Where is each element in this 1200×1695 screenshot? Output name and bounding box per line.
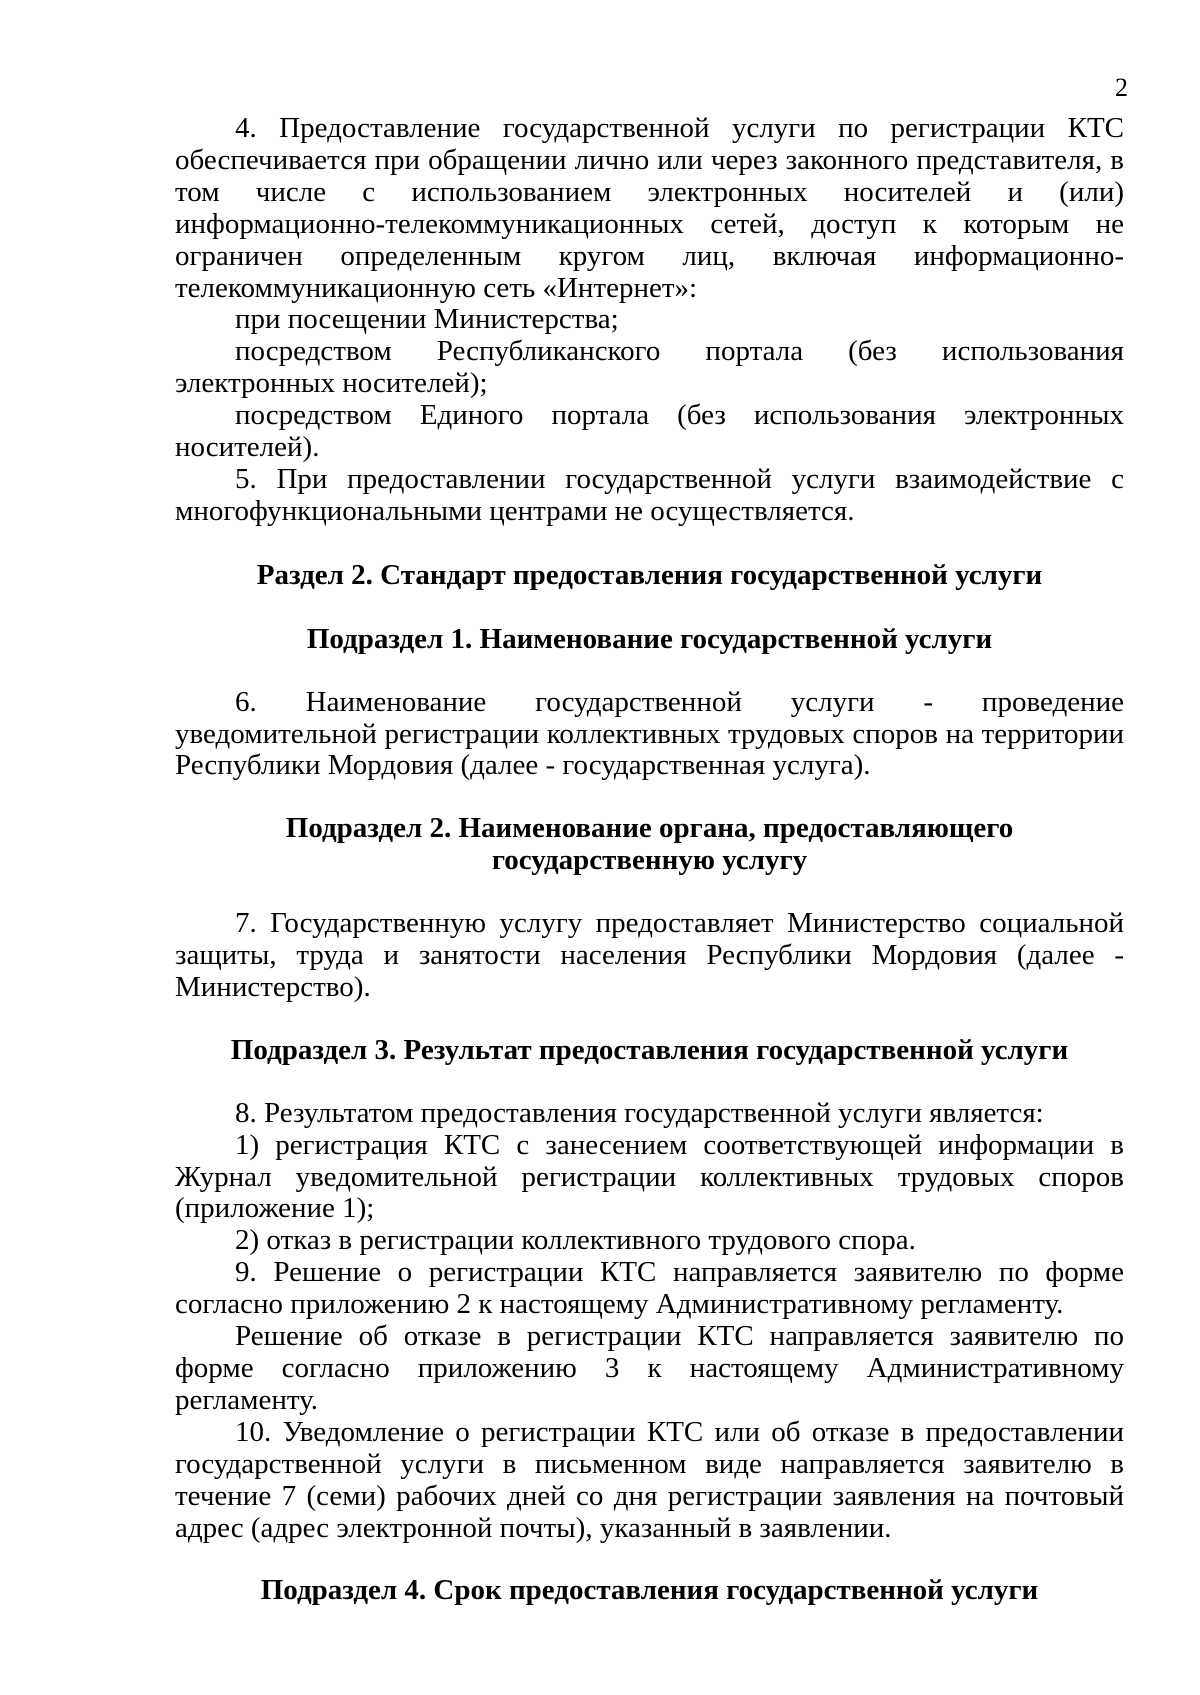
paragraph-4-republican-portal: посредством Республиканского портала (без использования электронных носителей); [175, 335, 1124, 400]
document-body [175, 113, 1124, 1607]
subsection-3-heading: Подраздел 3. Результат предоставления государственной услуги [230, 1033, 1069, 1066]
paragraph-6: 6. Наименование государственной услуги - проведение уведомительной регистрации коллективных трудовых споров на территории Республики Мордовия (далее - государственная услуга). [175, 685, 1124, 782]
page-number: 2 [1115, 73, 1128, 102]
paragraph-7: 7. Государственную услугу предоставляет Министерство социальной защиты, труда и занятости населения Республики Мордовия (далее - Министерство). [175, 907, 1124, 1003]
section-2-heading: Раздел 2. Стандарт предоставления государственной услуги [256, 558, 1043, 591]
paragraph-9-refusal: Решение об отказе в регистрации КТС направляется заявителю по форме согласно приложению 3 к настоящему Административному регламенту. [175, 1320, 1124, 1416]
paragraph-5: 5. При предоставлении государственной услуги взаимодействие с многофункциональными центрами не осуществляется. [175, 462, 1124, 527]
paragraph-4-unified-portal: посредством Единого портала (без использования электронных носителей). [175, 399, 1124, 464]
paragraph-9: 9. Решение о регистрации КТС направляется заявителю по форме согласно приложению 2 к настоящему Административному регламенту. [175, 1256, 1124, 1321]
subsection-2-heading: Подраздел 2. Наименование органа, предоставляющего государственную услугу [285, 812, 1014, 877]
paragraph-4-visit: при посещении Министерства; [235, 303, 619, 336]
paragraph-8: 8. Результатом предоставления государственной услуги является: [235, 1096, 1044, 1129]
paragraph-10: 10. Уведомление о регистрации КТС или об отказе в предоставлении государственной услуги в письменном виде направляется заявителю в течение 7 (семи) рабочих дней со дня регистрации заявления на почтовый адрес (адрес электронной почты), указанный в заявлении. [175, 1415, 1124, 1544]
paragraph-8-item-2: 2) отказ в регистрации коллективного трудового спора. [235, 1224, 916, 1257]
paragraph-8-item-1: 1) регистрация КТС с занесением соответствующей информации в Журнал уведомительной регистрации коллективных трудовых споров (приложение 1); [175, 1128, 1124, 1225]
subsection-4-heading: Подраздел 4. Срок предоставления государственной услуги [260, 1574, 1039, 1607]
paragraph-4: 4. Предоставление государственной услуги по регистрации КТС обеспечивается при обращении лично или через законного представителя, в том числе с использованием электронных носителей и (или) информационно-телекоммуникационных сетей, доступ к которым не ограничен определенным кругом лиц, включая информационно-телекоммуникационную сеть «Интернет»: [175, 112, 1124, 304]
subsection-1-heading: Подраздел 1. Наименование государственной услуги [306, 622, 993, 655]
